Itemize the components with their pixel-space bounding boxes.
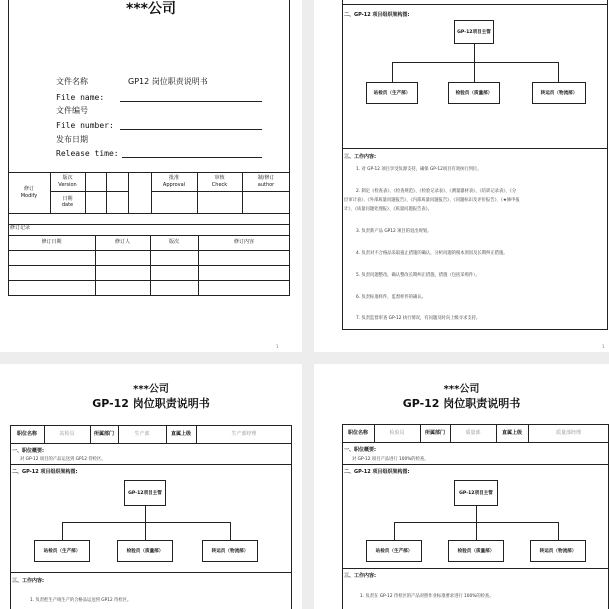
check-cell: 审核 Check: [211, 175, 228, 188]
duty-item: 3. 负责新产品 GP12 项目的退出规划。: [356, 229, 432, 234]
approval-cell: 批准 Approval: [162, 175, 186, 188]
page2-frame: [342, 0, 608, 330]
org-child-production: 站检员（生产部）: [366, 540, 422, 562]
release-line: [122, 157, 262, 158]
page-number: 1: [276, 344, 279, 349]
file-name-en-label: File name:: [56, 93, 105, 102]
department-value: 质量部: [465, 429, 481, 436]
page-number: 1: [602, 344, 605, 349]
supervisor-value: 生产部经理: [231, 430, 257, 437]
author-cell: 制/修订 author: [257, 175, 275, 188]
revise-cell: 修订 Modify: [20, 186, 38, 199]
position-name-value: 检验员: [389, 429, 405, 436]
release-en-label: Release time:: [56, 149, 119, 158]
org-child-logistics: 转运员（物流部）: [202, 540, 258, 562]
org-chart-title: 二、GP-12 项目组织架构图:: [344, 469, 410, 475]
file-name-label: 文件名称: [56, 77, 88, 86]
org-chart-title: 二、GP-12 项目组织架构图:: [344, 12, 410, 18]
org-top-box: GP-12项目主管: [454, 480, 498, 506]
duty-item: 6. 负责标准样件，监督样件的确认。: [356, 295, 426, 300]
file-number-label: 文件编号: [56, 106, 88, 115]
page3-frame: [10, 425, 292, 609]
date-cell: 日期 date: [61, 195, 74, 208]
org-child-logistics: 转运员（物流部）: [532, 82, 586, 104]
org-top-box: GP-12项目主管: [124, 480, 166, 506]
page-4: [314, 364, 609, 609]
duty-item: 2. 制定《检查表》、《检查规范》、《检验记录表》、《测量器材表》、《培训记录表》、《分: [356, 189, 517, 194]
summary-title: 一、职位概要:: [344, 447, 377, 453]
supervisor-label: 直属上级: [170, 430, 191, 437]
duty-item: 层审计表》、《外部质量问题报告》、《内部质量问题报告》、《问题标识及评价报告》、《★修申报: [344, 198, 520, 203]
org-child-quality: 检验员（质量部）: [448, 82, 500, 104]
duty-item: 7. 负责监督审查 GP-12 执行情况，有问题及时向上级寻求支持。: [356, 316, 481, 321]
org-child-logistics: 转运员（物流部）: [530, 540, 586, 562]
record-header-date: 修订日期: [41, 239, 62, 246]
release-label: 发布日期: [56, 135, 88, 144]
file-number-line: [120, 129, 262, 130]
position-name-label: 职位名称: [16, 430, 37, 437]
org-top-box: GP-12项目主管: [454, 20, 494, 44]
supervisor-value: 质量部经理: [555, 429, 581, 436]
cover-frame: [8, 0, 290, 296]
org-chart-title: 二、GP-12 项目组织架构图:: [12, 469, 78, 475]
record-header-content: 修订内容: [233, 239, 254, 246]
org-child-quality: 检验员（质量部）: [117, 540, 173, 562]
position-name-value: 站检员: [59, 430, 75, 437]
org-child-quality: 检验员（质量部）: [448, 540, 504, 562]
summary-text: 对 GP-12 项目的产品运送到 GP12 待检区。: [20, 457, 106, 462]
company-name: ***公司: [133, 384, 169, 395]
department-label: 所属部门: [93, 430, 114, 437]
file-number-en-label: File number:: [56, 121, 114, 130]
duties-title: 三、工作内容:: [344, 154, 377, 160]
duty-item: 5. 负责问题整改，确认整改长期纠正措施，措施（包括采购件）。: [356, 273, 480, 278]
org-child-production: 站检员（生产部）: [366, 82, 418, 104]
summary-title: 一、职位概要:: [12, 448, 45, 454]
doc-title: GP-12 岗位职责说明书: [402, 397, 521, 410]
file-name-line: [120, 101, 262, 102]
duty-item: 1. 对 GP-12 项目享受负源支持，确保 GP-12项目有效执行到位。: [356, 167, 482, 172]
department-label: 所属部门: [424, 429, 445, 436]
record-header-version: 版次: [168, 239, 179, 246]
org-child-production: 站检员（生产部）: [34, 540, 90, 562]
page-2: [314, 0, 609, 352]
record-title: 修订记录: [10, 225, 31, 231]
duties-title: 三、工作内容:: [12, 578, 45, 584]
duties-title: 三、工作内容:: [344, 573, 377, 579]
company-name: ***公司: [443, 384, 480, 395]
record-header-reviser: 修订人: [114, 239, 130, 246]
department-value: 生产部: [134, 430, 150, 437]
file-name-value: GP12 岗位职责说明书: [128, 77, 208, 86]
duty-item: 1. 负责在 GP-12 待检区的产品对照作业标准要求进行 100%的检查。: [360, 594, 494, 599]
page-3: [0, 364, 302, 609]
cover-page: [0, 0, 302, 352]
version-cell: 版次 Version: [58, 175, 77, 188]
company-name: ***公司: [126, 1, 176, 17]
doc-title: GP-12 岗位职责说明书: [92, 397, 210, 410]
summary-text: 对 GP-12 项目产品进行 100%的检查。: [352, 457, 429, 462]
position-name-label: 职位名称: [347, 429, 368, 436]
duty-item: 1. 负责把生产线生产的合格品运送到 GP12 待检区。: [30, 598, 132, 603]
duty-item: 计》、《质量问题处理报》、《质量问题报告表》。: [344, 207, 433, 212]
duty-item: 4. 负责对不合格品采取遏止措施的确认，分析问题的根本原因及长期纠正措施。: [356, 251, 508, 256]
supervisor-label: 直属上级: [501, 429, 522, 436]
